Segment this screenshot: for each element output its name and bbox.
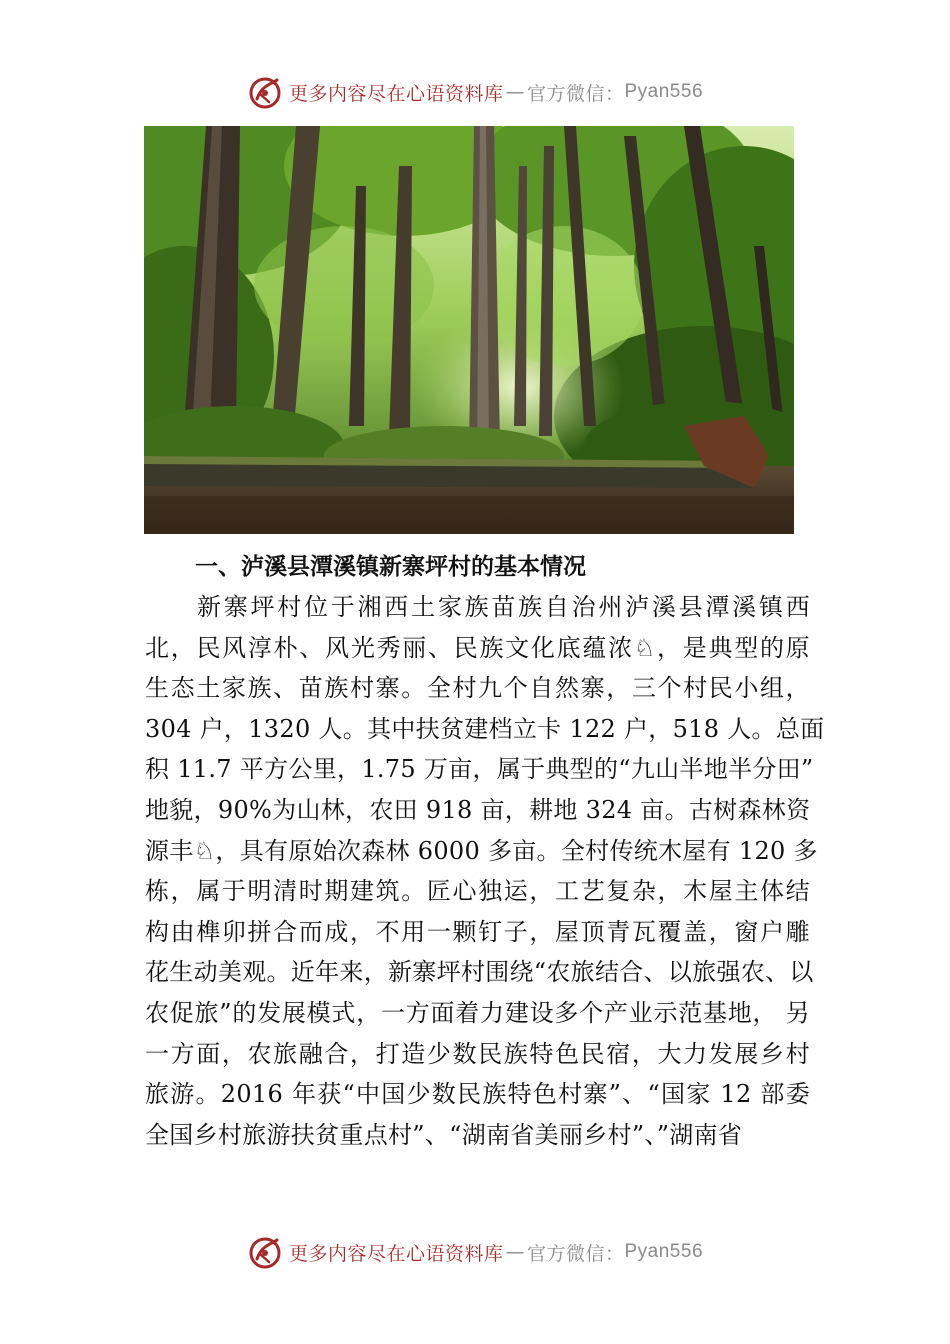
body-line: 积 11.7 平方公里，1.75 万亩，属于典型的“九山半地半分田” xyxy=(145,755,814,784)
body-line: 构由榫卯拼合而成，不用一颗钉子，屋顶青瓦覆盖，窗户雕 xyxy=(145,917,810,946)
section-heading: 一、泸溪县潭溪镇新寨坪村的基本情况 xyxy=(195,554,586,580)
body-line: 304 户，1320 人。其中扶贫建档立卡 122 户，518 人。总面 xyxy=(145,714,825,743)
body-line: 栋，属于明清时期建筑。匠心独运，工艺复杂，木屋主体结 xyxy=(145,877,810,906)
banner-text: 更多内容尽在心语资料库 xyxy=(288,1242,504,1265)
header-banner xyxy=(0,72,950,112)
forest-photo-icon xyxy=(144,126,794,534)
section-body xyxy=(145,587,825,1155)
body-line: 一方面，农旅融合，打造少数民族特色民宿，大力发展乡村 xyxy=(145,1039,810,1068)
banner-wechat-label: 官方微信： xyxy=(526,1242,625,1265)
body-line: 旅游。2016 年获“中国少数民族特色村寨”、“国家 12 部委 xyxy=(145,1080,810,1109)
banner-wechat-label: 官方微信： xyxy=(526,82,625,105)
banner-dash: — xyxy=(505,81,525,103)
body-line: 地貌，90%为山林，农田 918 亩，耕地 324 亩。古树森林资 xyxy=(145,795,811,824)
body-line: 北，民风淳朴、风光秀丽、民族文化底蕴浓♘，是典型的原 xyxy=(145,633,810,662)
body-line: 农促旅”的发展模式，一方面着力建设多个产业示范基地， 另 xyxy=(145,998,810,1027)
banner-text: 更多内容尽在心语资料库 xyxy=(288,82,504,105)
body-line: 新寨坪村位于湘西土家族苗族自治州泸溪县潭溪镇西 xyxy=(197,593,810,621)
body-line: 全国乡村旅游扶贫重点村”、“湖南省美丽乡村”、”湖南省 xyxy=(145,1120,743,1149)
banner-wechat-id: Pyan556 xyxy=(624,81,704,102)
footer-banner xyxy=(0,1232,950,1272)
banner-dash: — xyxy=(505,1241,525,1263)
logo-icon xyxy=(247,74,283,110)
forest-photo xyxy=(144,126,794,534)
body-line: 源丰♘，具有原始次森林 6000 多亩。全村传统木屋有 120 多 xyxy=(145,836,818,865)
logo-icon xyxy=(247,1234,283,1270)
banner-wechat-id: Pyan556 xyxy=(624,1241,704,1262)
body-line: 花生动美观。近年来，新寨坪村围绕“农旅结合、以旅强农、以 xyxy=(145,958,814,987)
body-line: 生态土家族、苗族村寨。全村九个自然寨，三个村民小组， xyxy=(145,674,810,703)
